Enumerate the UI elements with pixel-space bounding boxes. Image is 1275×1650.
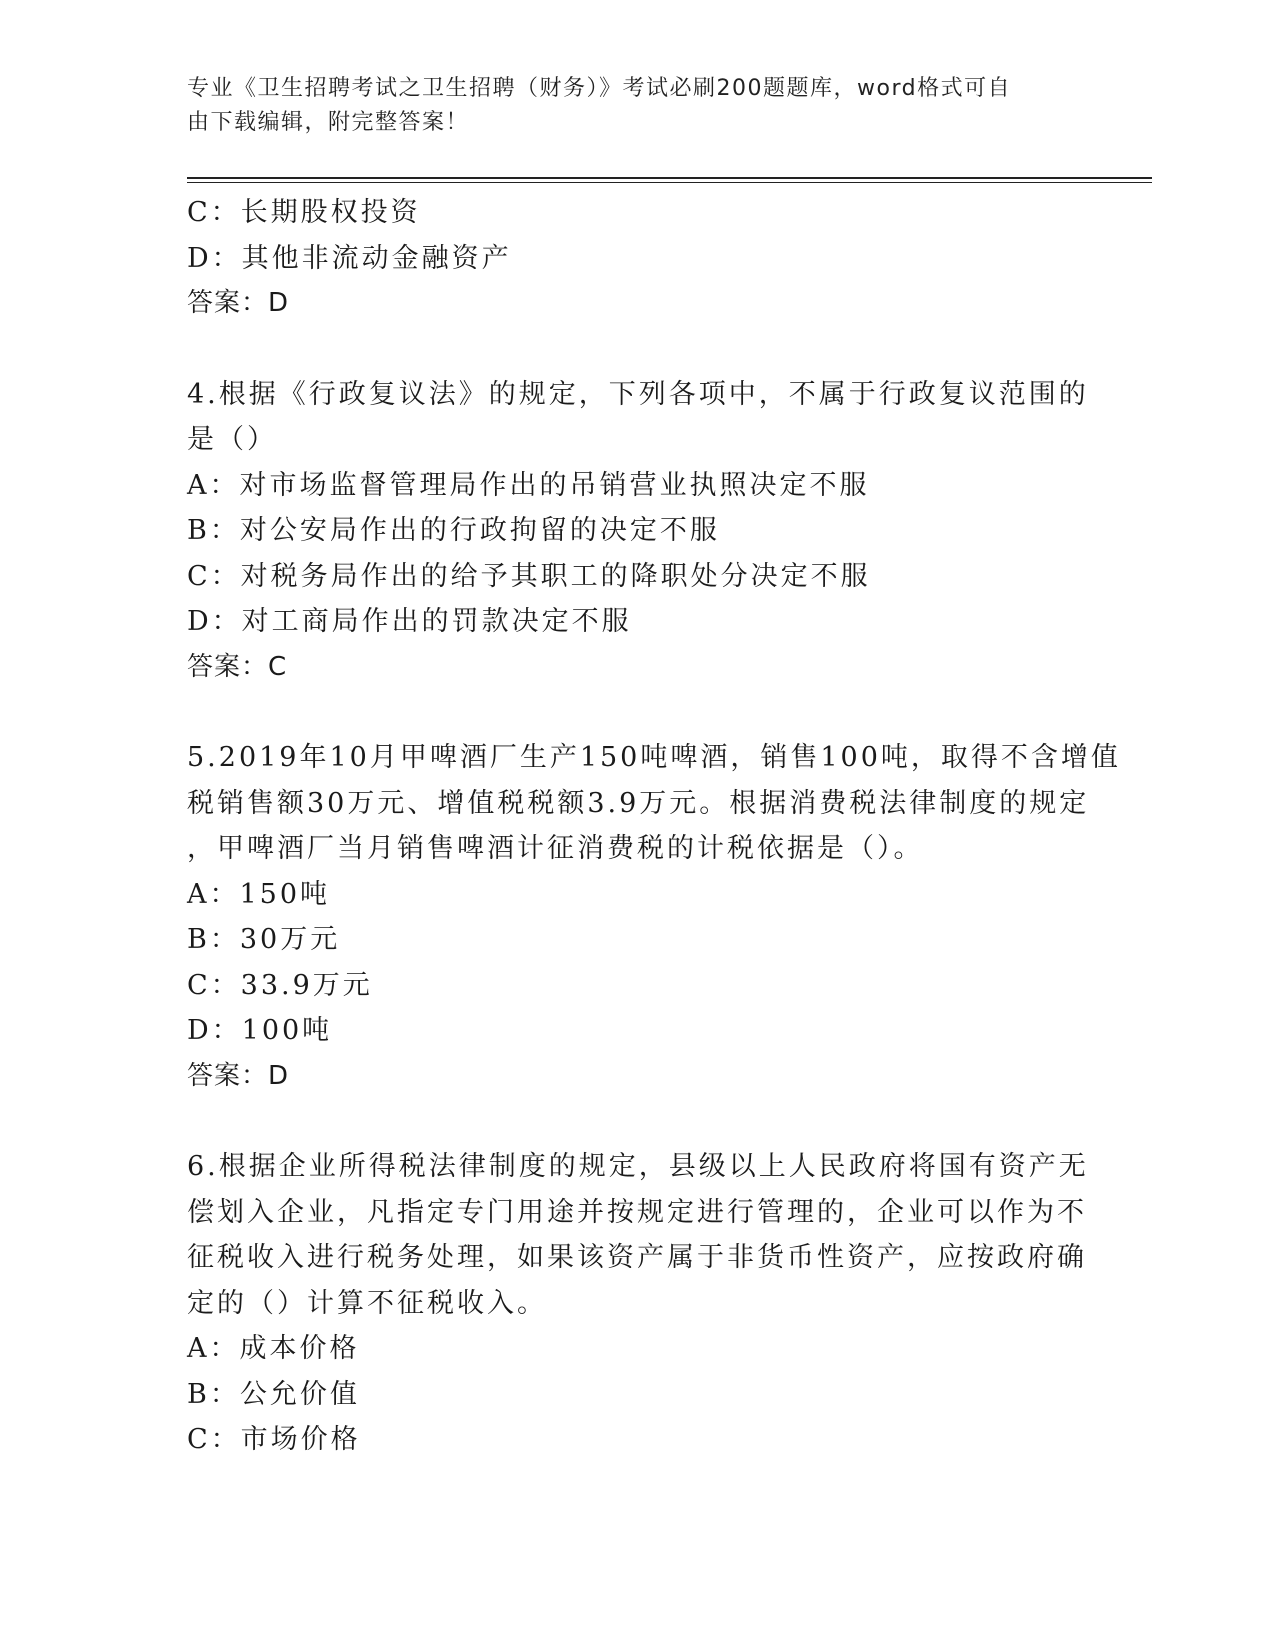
option-c: C：长期股权投资 <box>187 197 421 228</box>
question-stem: 4.根据《行政复议法》的规定，下列各项中，不属于行政复议范围的 <box>187 378 1089 410</box>
option-c: C：市场价格 <box>187 1424 361 1455</box>
spacer <box>187 1099 1087 1144</box>
question-4 <box>187 372 1087 691</box>
question-stem: 征税收入进行税务处理，如果该资产属于非货币性资产，应按政府确 <box>187 1242 1087 1273</box>
answer-label: 答案：D <box>187 1060 290 1091</box>
header-line-2: 由下载编辑，附完整答案！ <box>187 110 470 135</box>
header-line-1: 专业《卫生招聘考试之卫生招聘（财务）》考试必刷200题题库，word格式可自 <box>187 76 1012 101</box>
spacer <box>187 327 1087 372</box>
question-stem: 6.根据企业所得税法律制度的规定，县级以上人民政府将国有资产无 <box>187 1151 1089 1182</box>
option-d: D：其他非流动金融资产 <box>187 242 512 274</box>
option-d: D：对工商局作出的罚款决定不服 <box>187 606 632 637</box>
answer-label: 答案：D <box>187 288 290 318</box>
question-stem: 税销售额30万元、增值税税额3.9万元。根据消费税法律制度的规定 <box>187 787 1090 819</box>
option-c: C：33.9万元 <box>187 969 373 1001</box>
option-b: B：公允价值 <box>187 1378 360 1410</box>
question-stem: 偿划入企业，凡指定专门用途并按规定进行管理的，企业可以作为不 <box>187 1196 1087 1228</box>
question-stem: ，甲啤酒厂当月销售啤酒计征消费税的计税依据是（）。 <box>187 833 924 864</box>
question-stem: 定的（）计算不征税收入。 <box>187 1287 547 1319</box>
option-d: D：100吨 <box>187 1015 333 1046</box>
question-stem: 5.2019年10月甲啤酒厂生产150吨啤酒，销售100吨，取得不含增值 <box>187 742 1121 773</box>
option-b: B：对公安局作出的行政拘留的决定不服 <box>187 515 720 546</box>
question-stem: 是（） <box>187 424 277 455</box>
document-header <box>187 72 1067 140</box>
answer-label: 答案：C <box>187 651 288 682</box>
header-divider-thick <box>187 177 1152 179</box>
option-a: A：成本价格 <box>187 1333 360 1364</box>
option-c: C：对税务局作出的给予其职工的降职处分决定不服 <box>187 560 871 592</box>
question-list <box>187 190 1121 1463</box>
option-b: B：30万元 <box>187 924 341 955</box>
header-divider-thin <box>187 182 1152 183</box>
spacer <box>187 690 1087 735</box>
question-5 <box>187 735 1121 1099</box>
question-3-tail <box>187 190 1087 327</box>
option-a: A：150吨 <box>187 878 331 910</box>
option-a: A：对市场监督管理局作出的吊销营业执照决定不服 <box>187 469 870 501</box>
question-6 <box>187 1144 1087 1463</box>
